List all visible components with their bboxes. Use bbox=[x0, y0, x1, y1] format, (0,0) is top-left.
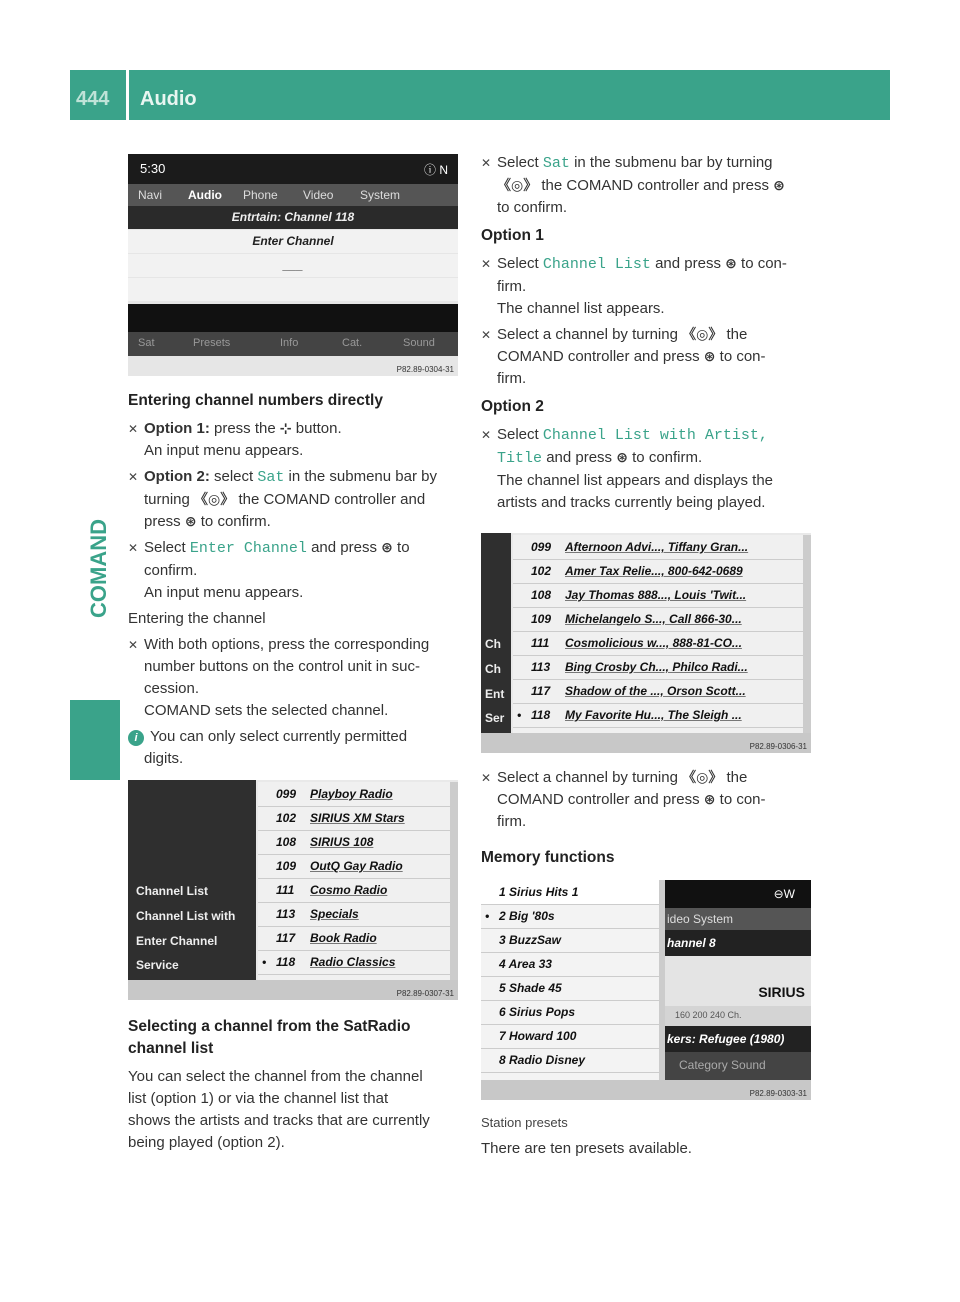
keypad-icon: ⊹ bbox=[279, 421, 292, 437]
screenshot-channel-list bbox=[128, 780, 458, 1000]
list-item: 5 Shade 45 bbox=[481, 976, 659, 1001]
list-item: 108 SIRIUS 108 bbox=[258, 830, 450, 855]
arrow-icon: ✕ bbox=[481, 156, 492, 170]
figure-code: P82.89-0303-31 bbox=[749, 1089, 807, 1098]
controller-turn-icon: 《◎》 bbox=[194, 492, 235, 508]
menu-item: Video bbox=[303, 188, 334, 202]
heading-satradio-list: Selecting a channel from the SatRadio channel list bbox=[128, 1018, 411, 1057]
enter-channel-row: Enter Channel bbox=[128, 230, 458, 253]
step-number-buttons: ✕ With both options, press the corresponding number buttons on the control unit in suc- cession. COMAND sets the selected channel. bbox=[128, 636, 430, 719]
step-option2: ✕ Option 2: select Sat in the submenu bar by turning 《◎》 the COMAND controller and press ⊛ to confirm. bbox=[128, 468, 437, 530]
side-option: Enter Channel bbox=[136, 934, 218, 948]
figure-code: P82.89-0306-31 bbox=[749, 742, 807, 751]
submenu-item: Sat bbox=[138, 337, 155, 349]
status-bar bbox=[128, 154, 458, 184]
list-item: 099 Afternoon Advi..., Tiffany Gran... bbox=[513, 535, 803, 560]
side-option: Ch bbox=[485, 662, 501, 676]
screenshot-artist-list bbox=[481, 533, 811, 753]
list-item: 8 Radio Disney bbox=[481, 1048, 659, 1073]
menu-item: Phone bbox=[243, 188, 278, 202]
list-item: • 2 Big '80s bbox=[481, 904, 659, 929]
step-select-channel-2: ✕ Select a channel by turning 《◎》 the COMAND controller and press ⊛ to con- firm. bbox=[481, 769, 766, 830]
list-item: 109 OutQ Gay Radio bbox=[258, 854, 450, 879]
step-select-channel: ✕ Select a channel by turning 《◎》 the COMAND controller and press ⊛ to con- firm. bbox=[481, 326, 766, 387]
channel-header: Entrtain: Channel 118 bbox=[128, 206, 458, 229]
controller-press-icon: ⊛ bbox=[184, 514, 197, 530]
right-column-bottom bbox=[481, 1112, 814, 1164]
left-column-lower bbox=[128, 1016, 461, 1158]
memory-heading: Memory functions bbox=[481, 849, 615, 866]
arrow-icon: ✕ bbox=[481, 328, 492, 342]
screenshot-enter-channel bbox=[128, 154, 458, 376]
section-title: Audio bbox=[140, 88, 197, 110]
step-channel-list-artist: ✕ Select Channel List with Artist, Title and press ⊛ to confirm. The channel list appears and displays the artists and tracks currently being played. bbox=[481, 426, 774, 511]
nav-status: ⓘ N bbox=[423, 163, 448, 177]
status-bar bbox=[665, 880, 811, 908]
menu-item: Audio bbox=[188, 188, 222, 202]
list-item: 1 Sirius Hits 1 bbox=[481, 880, 659, 905]
arrow-icon: ✕ bbox=[481, 257, 492, 271]
artist-channel-list bbox=[513, 535, 803, 733]
option1-heading: Option 1 bbox=[481, 227, 544, 244]
channel-info: SIRIUS bbox=[665, 956, 811, 1026]
controller-press-icon: ⊛ bbox=[773, 178, 785, 194]
list-item: 7 Howard 100 bbox=[481, 1024, 659, 1049]
list-item: 117 Shadow of the ..., Orson Scott... bbox=[513, 679, 803, 704]
track-info: kers: Refugee (1980) bbox=[665, 1026, 811, 1052]
page-number: 444 bbox=[76, 88, 110, 110]
list-item: 113 Bing Crosby Ch..., Philco Radi... bbox=[513, 655, 803, 680]
input-row: ___ bbox=[128, 254, 458, 277]
side-tab-label: COMAND bbox=[86, 519, 111, 618]
scrollbar bbox=[803, 535, 811, 733]
paragraph: You can select the channel from the channel list (option 1) or via the channel list that shows the artists and tracks that are currently being played (option 2). bbox=[128, 1068, 430, 1151]
main-menu bbox=[128, 184, 458, 206]
side-panel bbox=[128, 780, 256, 980]
background-display bbox=[665, 880, 811, 1080]
preset-list bbox=[481, 880, 659, 1080]
right-column-middle bbox=[481, 767, 814, 875]
list-item: 102 SIRIUS XM Stars bbox=[258, 806, 450, 831]
side-option: Ent bbox=[485, 687, 505, 701]
submenu-item: Cat. bbox=[342, 337, 363, 349]
arrow-icon: ✕ bbox=[128, 422, 139, 436]
step-option1: ✕ Option 1: press the ⊹ button. An input menu appears. bbox=[128, 420, 342, 459]
controller-turn-icon: 《◎》 bbox=[497, 178, 538, 194]
submenu-item: Presets bbox=[193, 337, 231, 349]
side-tab-block bbox=[70, 700, 120, 780]
screenshot-presets bbox=[481, 880, 811, 1100]
list-item: 117 Book Radio bbox=[258, 926, 450, 951]
controller-turn-icon: 《◎》 bbox=[682, 770, 723, 786]
side-option: Ser bbox=[485, 711, 505, 725]
figure-caption: Station presets bbox=[481, 1115, 568, 1130]
info-note: i You can only select currently permitted digits. bbox=[128, 726, 461, 770]
side-option: Service bbox=[136, 958, 179, 972]
display-bottom bbox=[128, 304, 458, 332]
presets-note: There are ten presets available. bbox=[481, 1140, 692, 1157]
controller-press-icon: ⊛ bbox=[703, 792, 716, 808]
nav-status: ⊖W bbox=[773, 887, 795, 901]
list-item: 111 Cosmo Radio bbox=[258, 878, 450, 903]
list-item: • 118 My Favorite Hu..., The Sleigh ... bbox=[513, 703, 803, 728]
side-option: Channel List bbox=[136, 884, 209, 898]
channel-scale: 160 200 240 Ch. bbox=[665, 1006, 811, 1026]
right-column bbox=[481, 152, 814, 518]
arrow-icon: ✕ bbox=[128, 470, 139, 484]
heading-direct-entry: Entering channel numbers directly bbox=[128, 392, 383, 409]
list-item: 108 Jay Thomas 888..., Louis 'Twit... bbox=[513, 583, 803, 608]
menu-item: Navi bbox=[138, 188, 163, 202]
list-item: 109 Michelangelo S..., Call 866-30... bbox=[513, 607, 803, 632]
arrow-icon: ✕ bbox=[128, 541, 139, 555]
list-item: 6 Sirius Pops bbox=[481, 1000, 659, 1025]
step-channel-list: ✕ Select Channel List and press ⊛ to con- firm. The channel list appears. bbox=[481, 255, 787, 317]
blank-row bbox=[128, 278, 458, 301]
submenu-bar: Category Sound bbox=[665, 1052, 811, 1080]
submenu-item: Sound bbox=[403, 337, 435, 349]
side-option: Channel List with bbox=[136, 909, 236, 923]
option2-heading: Option 2 bbox=[481, 398, 544, 415]
scrollbar bbox=[450, 782, 458, 980]
left-column bbox=[128, 390, 461, 774]
info-icon: i bbox=[128, 730, 144, 746]
side-option: Ch bbox=[485, 637, 501, 651]
header-divider bbox=[126, 70, 129, 120]
arrow-icon: ✕ bbox=[481, 428, 492, 442]
arrow-icon: ✕ bbox=[128, 638, 139, 652]
clock: 5:30 bbox=[140, 161, 166, 176]
submenu-item: Info bbox=[280, 337, 299, 349]
controller-press-icon: ⊛ bbox=[725, 256, 737, 272]
list-item: 111 Cosmolicious w..., 888-81-CO... bbox=[513, 631, 803, 656]
list-item: 3 BuzzSaw bbox=[481, 928, 659, 953]
list-item: 102 Amer Tax Relie..., 800-642-0689 bbox=[513, 559, 803, 584]
submenu-bar bbox=[128, 332, 458, 356]
controller-turn-icon: 《◎》 bbox=[682, 327, 723, 343]
list-item: 099 Playboy Radio bbox=[258, 782, 450, 807]
list-item: • 118 Radio Classics bbox=[258, 950, 450, 975]
arrow-icon: ✕ bbox=[481, 771, 492, 785]
list-item: 113 Specials bbox=[258, 902, 450, 927]
channel-header: hannel 8 bbox=[665, 930, 811, 956]
channel-list bbox=[258, 782, 450, 980]
controller-press-icon: ⊛ bbox=[703, 349, 716, 365]
side-panel bbox=[481, 533, 511, 733]
step-select-enter-channel: ✕ Select Enter Channel and press ⊛ to confirm. An input menu appears. bbox=[128, 539, 410, 601]
controller-press-icon: ⊛ bbox=[381, 540, 393, 556]
figure-code: P82.89-0307-31 bbox=[396, 989, 454, 998]
list-item: 4 Area 33 bbox=[481, 952, 659, 977]
step-select-sat: ✕ Select Sat in the submenu bar by turning 《◎》 the COMAND controller and press ⊛ to confirm. bbox=[481, 154, 785, 216]
menu-item: System bbox=[360, 188, 401, 202]
entering-label: Entering the channel bbox=[128, 610, 266, 627]
controller-press-icon: ⊛ bbox=[616, 450, 628, 466]
main-menu: ideo System bbox=[665, 908, 811, 930]
figure-code: P82.89-0304-31 bbox=[396, 365, 454, 374]
